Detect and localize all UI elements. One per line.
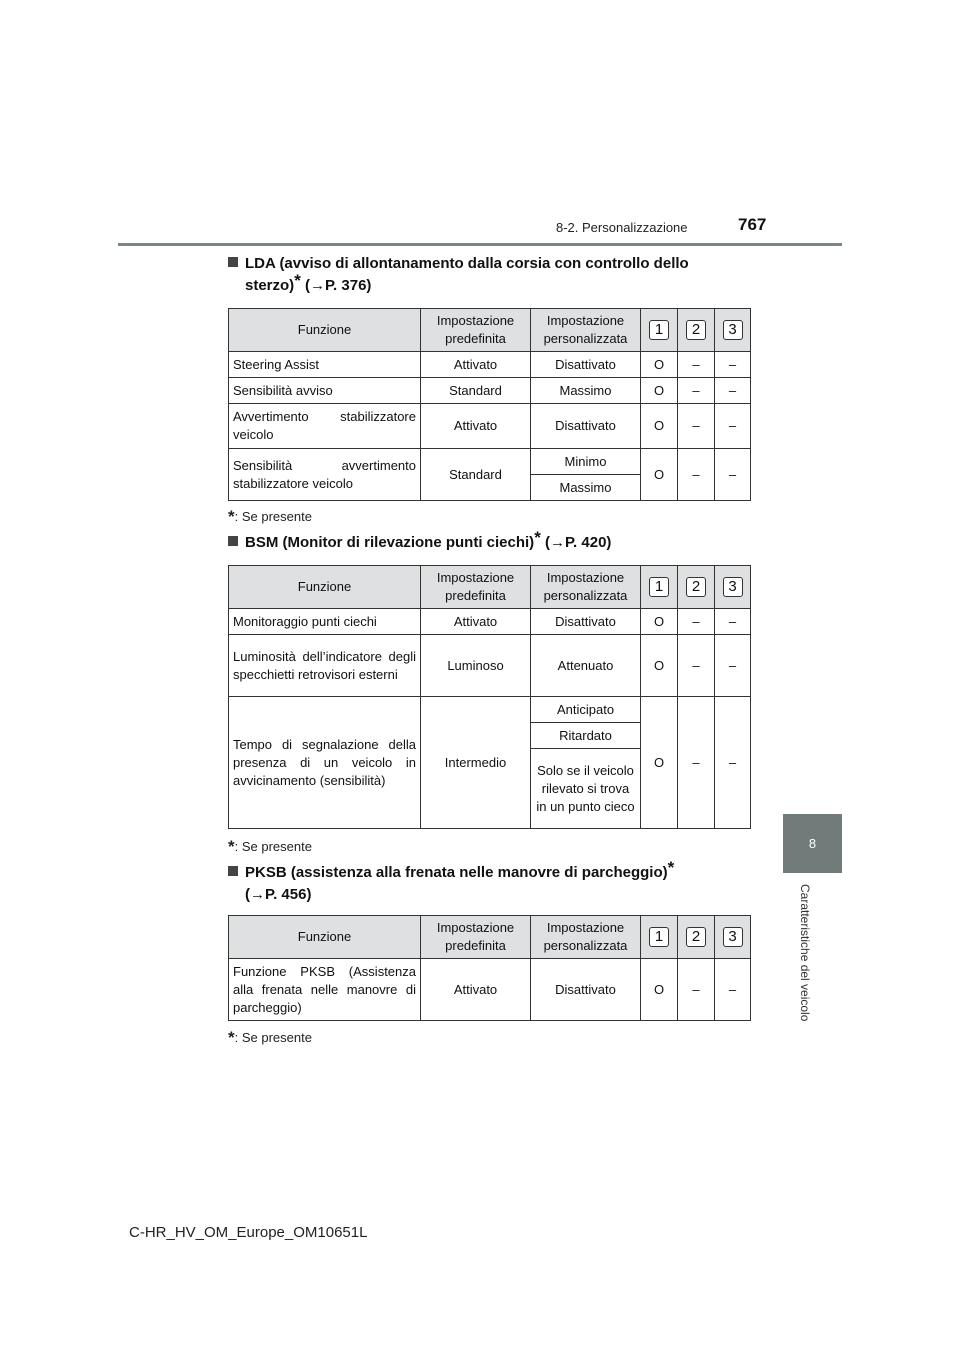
section-title: 8-2. Personalizzazione <box>556 220 688 235</box>
mark-cell: O <box>641 609 678 635</box>
function-cell: Funzione PKSB (Assistenza alla frenata nelle manovre di parcheggio) <box>229 959 421 1021</box>
footnote-text: : Se presente <box>234 839 312 854</box>
col-header-3 <box>715 309 751 352</box>
asterisk-icon: * <box>534 528 541 547</box>
square-bullet-icon <box>228 536 238 546</box>
chapter-tab[interactable] <box>783 814 842 873</box>
asterisk-icon: * <box>294 271 301 290</box>
function-cell: Luminosità dell’indicatore degli specchietti retrovisori esterni <box>229 635 421 697</box>
number-1-icon: 1 <box>649 577 669 597</box>
col-header-3 <box>715 566 751 609</box>
page-reference[interactable]: P. 420 <box>564 534 607 551</box>
number-1-icon: 1 <box>649 320 669 340</box>
custom-cell: Disattivato <box>531 959 641 1021</box>
arrow-icon: → <box>549 534 565 551</box>
custom-cell: Massimo <box>531 475 641 501</box>
table-row <box>229 449 751 475</box>
default-cell: Standard <box>421 449 531 501</box>
mark-cell: – <box>678 404 715 449</box>
chapter-label-text: Caratteristiche del veicolo <box>798 884 812 1022</box>
settings-table-lda <box>228 308 751 501</box>
custom-cell: Massimo <box>531 378 641 404</box>
heading-text: PKSB (assistenza alla frenata nelle manovre di parcheggio) <box>245 864 668 881</box>
col-header-1 <box>641 309 678 352</box>
custom-cell: Disattivato <box>531 404 641 449</box>
function-cell: Avvertimento stabilizzatore veicolo <box>229 404 421 449</box>
arrow-icon: → <box>309 277 325 294</box>
asterisk-icon: * <box>228 1028 235 1047</box>
col-header-1 <box>641 916 678 959</box>
footnote-bsm <box>228 837 312 857</box>
custom-cell: Disattivato <box>531 609 641 635</box>
number-3-icon: 3 <box>723 577 743 597</box>
chapter-side-label <box>796 884 812 1034</box>
custom-cell: Anticipato <box>531 697 641 723</box>
col-header-2 <box>678 309 715 352</box>
custom-cell: Ritardato <box>531 723 641 749</box>
default-cell: Attivato <box>421 404 531 449</box>
mark-cell: O <box>641 635 678 697</box>
square-bullet-icon <box>228 866 238 876</box>
heading-text: LDA (avviso di allontanamento dalla corsia con controllo dello <box>245 255 689 272</box>
section-heading-lda: LDA (avviso di allontanamento dalla corsia con controllo dello sterzo)* (→P. 376) <box>228 253 748 297</box>
number-2-icon: 2 <box>686 927 706 947</box>
default-cell: Attivato <box>421 959 531 1021</box>
col-header-custom: Impostazione personalizzata <box>531 309 641 352</box>
default-cell: Luminoso <box>421 635 531 697</box>
section-heading-pksb: PKSB (assistenza alla frenata nelle manovre di parcheggio)* (→P. 456) <box>228 862 674 906</box>
number-2-icon: 2 <box>686 577 706 597</box>
mark-cell: – <box>715 697 751 829</box>
mark-cell: – <box>715 609 751 635</box>
arrow-icon: → <box>250 886 265 903</box>
asterisk-icon: * <box>228 507 235 526</box>
col-header-function: Funzione <box>229 916 421 959</box>
table-row <box>229 697 751 723</box>
col-header-default: Impostazione predefinita <box>421 309 531 352</box>
number-3-icon: 3 <box>723 927 743 947</box>
asterisk-icon: * <box>667 858 675 877</box>
table-row <box>229 959 751 1021</box>
default-cell: Attivato <box>421 352 531 378</box>
table-row <box>229 635 751 697</box>
table-row <box>229 378 751 404</box>
custom-cell: Minimo <box>531 449 641 475</box>
section-heading-bsm: BSM (Monitor di rilevazione punti ciechi)* (→P. 420) <box>228 532 611 554</box>
col-header-default: Impostazione predefinita <box>421 916 531 959</box>
footnote-lda <box>228 507 312 527</box>
table-row <box>229 352 751 378</box>
function-cell: Sensibilità avvertimento stabilizzatore veicolo <box>229 449 421 501</box>
mark-cell: O <box>641 449 678 501</box>
page-reference[interactable]: P. 456 <box>265 886 307 903</box>
function-cell: Sensibilità avviso <box>229 378 421 404</box>
mark-cell: – <box>715 959 751 1021</box>
footnote-pksb <box>228 1028 312 1048</box>
table-row <box>229 404 751 449</box>
mark-cell: – <box>678 378 715 404</box>
page-reference[interactable]: P. 376 <box>324 277 367 294</box>
mark-cell: – <box>715 378 751 404</box>
custom-cell: Solo se il veicolo rilevato si trova in un punto cieco <box>531 749 641 829</box>
mark-cell: – <box>678 609 715 635</box>
mark-cell: O <box>641 352 678 378</box>
mark-cell: – <box>715 352 751 378</box>
settings-table-pksb <box>228 915 751 1021</box>
mark-cell: O <box>641 378 678 404</box>
heading-text-line2: sterzo) <box>245 277 295 294</box>
function-cell: Steering Assist <box>229 352 421 378</box>
number-1-icon: 1 <box>649 927 669 947</box>
footnote-text: : Se presente <box>234 509 312 524</box>
col-header-custom: Impostazione personalizzata <box>531 916 641 959</box>
custom-cell: Disattivato <box>531 352 641 378</box>
col-header-1 <box>641 566 678 609</box>
header-divider <box>118 243 842 246</box>
page-number: 767 <box>738 215 767 234</box>
mark-cell: O <box>641 959 678 1021</box>
document-code: C-HR_HV_OM_Europe_OM10651L <box>129 1224 368 1241</box>
default-cell: Standard <box>421 378 531 404</box>
col-header-default: Impostazione predefinita <box>421 566 531 609</box>
mark-cell: – <box>715 449 751 501</box>
mark-cell: O <box>641 697 678 829</box>
col-header-custom: Impostazione personalizzata <box>531 566 641 609</box>
function-cell: Tempo di segnalazione della presenza di un veicolo in avvicinamento (sensibilità) <box>229 697 421 829</box>
custom-cell: Attenuato <box>531 635 641 697</box>
number-2-icon: 2 <box>686 320 706 340</box>
mark-cell: – <box>678 449 715 501</box>
mark-cell: – <box>715 635 751 697</box>
function-cell: Monitoraggio punti ciechi <box>229 609 421 635</box>
col-header-2 <box>678 566 715 609</box>
mark-cell: – <box>678 352 715 378</box>
heading-text: BSM (Monitor di rilevazione punti ciechi) <box>245 534 535 551</box>
number-3-icon: 3 <box>723 320 743 340</box>
mark-cell: – <box>715 404 751 449</box>
footnote-text: : Se presente <box>234 1030 312 1045</box>
mark-cell: – <box>678 697 715 829</box>
square-bullet-icon <box>228 257 238 267</box>
asterisk-icon: * <box>228 837 235 856</box>
mark-cell: – <box>678 959 715 1021</box>
col-header-3 <box>715 916 751 959</box>
mark-cell: O <box>641 404 678 449</box>
col-header-2 <box>678 916 715 959</box>
default-cell: Intermedio <box>421 697 531 829</box>
default-cell: Attivato <box>421 609 531 635</box>
mark-cell: – <box>678 635 715 697</box>
settings-table-bsm <box>228 565 751 829</box>
col-header-function: Funzione <box>229 566 421 609</box>
table-row <box>229 609 751 635</box>
chapter-number: 8 <box>808 836 817 851</box>
col-header-function: Funzione <box>229 309 421 352</box>
